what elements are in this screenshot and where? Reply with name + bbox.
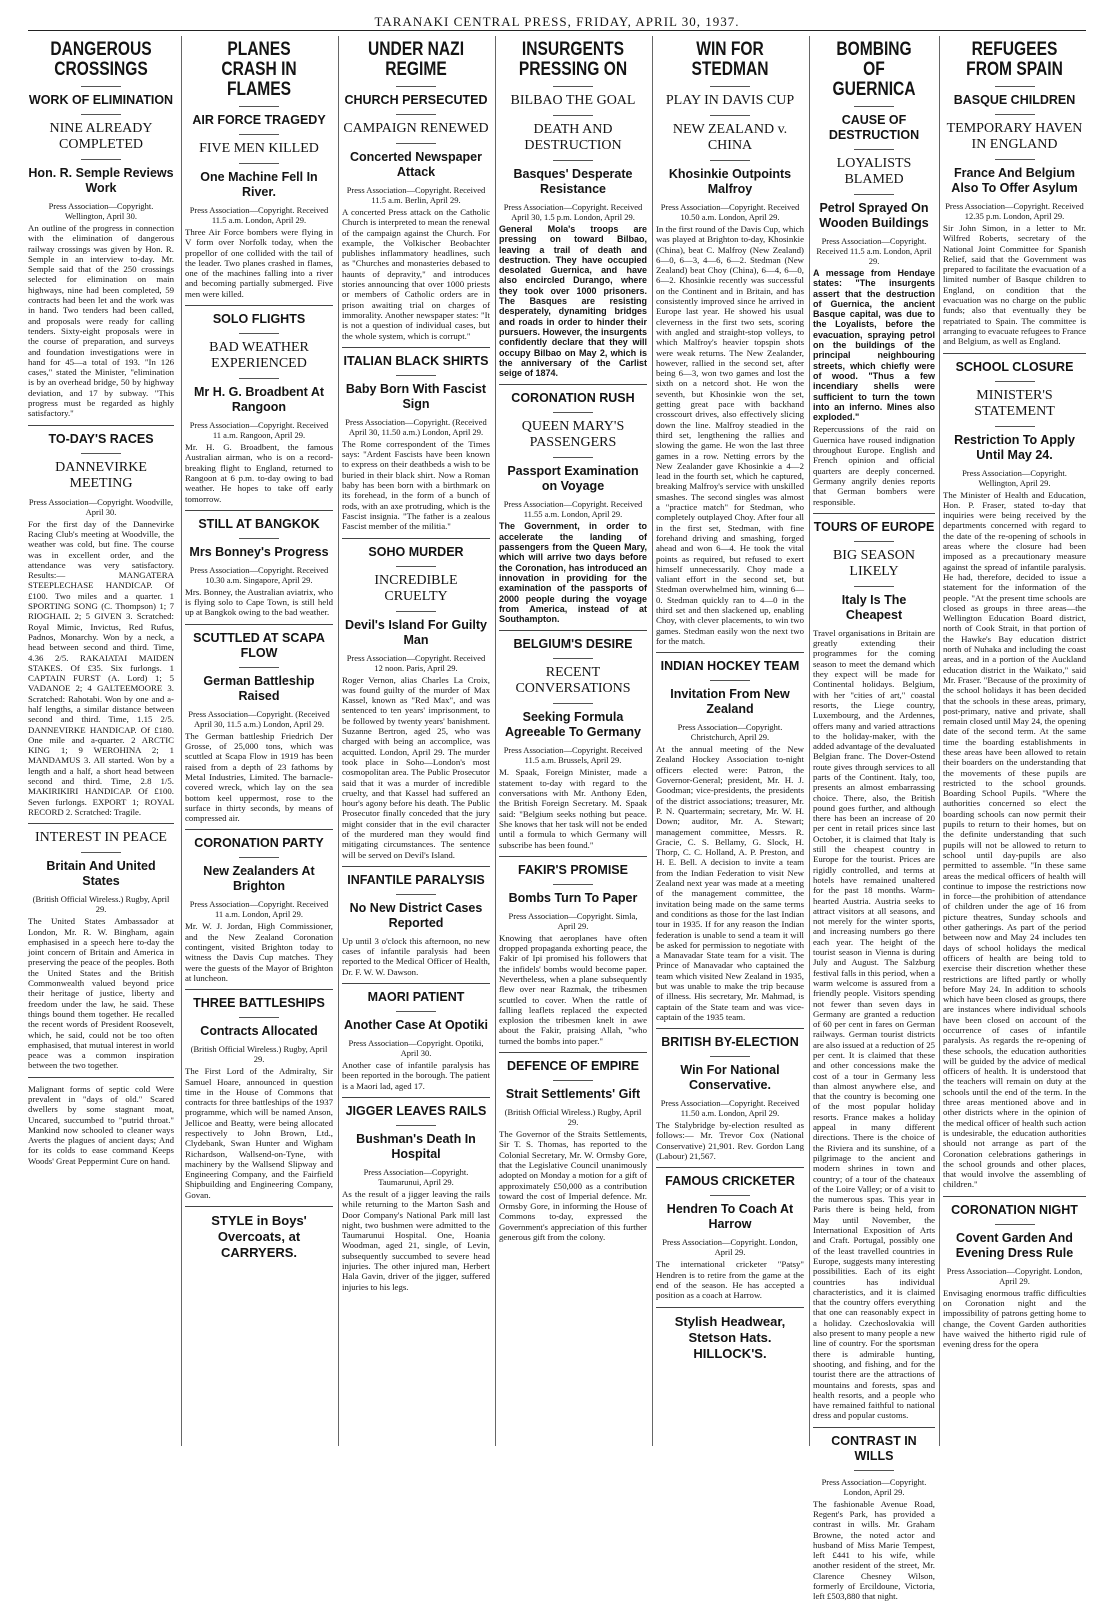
article-body: A concerted Press attack on the Catholic Church is interpreted to mean the renewal of the campaign against the Church. For example, the Volkischer Beobachter publishes inflammatory headlines, such as "Churches and monasteries debased to haunts of depravity," and introduces stories announcing that over 1000 priests or members of Catholic orders are in prison awaiting trial on charges of immorality. Another newspaper states: "It is not a question of individual cases, but the whole system, which is corrupt." — [342, 207, 490, 341]
article-body: In the first round of the Davis Cup, which was played at Brighton to-day, Khosinkie (China), beat C. Malfroy (New Zealand) 6—0, 6—3, 4—6, 6—2. Stedman (New Zealand) beat Choy (China), 6—4, 6—0, 6—2. Khosinkie recently was successful on the Continent and in Britain, and has consistently improved since he arrived in Europe last year. He showed his usual cleverness in the first two sets, scoring with angled and straight-stop volleys, to which Malfroy's heavier topspin shots were weak returns. The New Zealander, however, rallied in the second set, after being 6—3, won two games and lost the sixth on a netcord shot. He won the seventh, but Khosinkie won the set, getting great pace with backhand crosscourt drives, also effectively slicing down the line. Malfroy steadied in the third set, lengthening the rallies and slowing the game. He won the last three games in a row. Netting errors by the New Zealander gave Khosinkie a 4—2 lead in the fourth set, which he captured, breaking Malfroy's service with unskilled smashes. The second singles was almost a "practice match" for Stedman, who completely outplayed Choy. After four all in the first set, Stedman, with fine forehand driving and smashing, forged ahead and won 6—4. He took the vital points as required, but refused to exert himself unnecessarily. Choy made a valiant effort in the second set, but Stedman overwhelmed him, winning 6—0. Stedman quickly ran to 4—0 in the third set and then slackened up, enabling Choy, with clever placements, to win two games. Stedman easily won the next two for the match. — [656, 224, 804, 646]
article-body: The Stalybridge by-election resulted as follows:— Mr. Trevor Cox (National Conservative) 21,901. Rev. Gordon Lang (Labour) 21,567. — [656, 1120, 804, 1162]
masthead-rule — [28, 30, 1086, 31]
dateline: Press Association—Copyright. London, April 29. — [946, 1265, 1083, 1286]
headline: TO-DAY'S RACES — [48, 431, 154, 446]
article-lead: General Mola's troops are pressing on toward Bilbao, leaving a trail of death and destruction. They have occupied desolated Guernica, and have also encircled Durango, where they took over 1000 prisoners. The Basques are resisting desperately, dynamiting bridges and roads in order to hinder their pursuers. However, the insurgents confidently declare that they will occupy Bilbao on May 2, which is the anniversary of the Carlist seige of 1874. — [499, 224, 647, 379]
headline: SCHOOL CLOSURE — [955, 359, 1074, 374]
dateline: Press Association—Copyright. Received 11 a.m. Rangoon, April 29. — [189, 420, 329, 441]
article-body: For the first day of the Dannevirke Racing Club's meeting at Woodville, the weather was cold, but fine. The course was in excellent order, and the attendance was very satisfactory. Results:— MANGATERA STEEPLECHASE HANDICAP. Of £100. Two miles and a quarter. 1 SPORTING SONG (C. Thompson) 1; 7 RIOGHAIL 2; 5 GIVEN 3. Scratched: Royal Mimic, Invictus, Red Rufus, Padnos, Monarchy. Won by a neck, a head between second and third. Time, 4.36 2/5. RAKAIATAI MAIDEN STAKES. Of £35. Six furlongs. 1 CAPTAIN FURST (A. Lord) 1; 5 VADANOE 2; 4 GALTEEMOORE 3. Scratched: Rahotabi. Won by one and a-half lengths, a similar distance between second and third. Time, 1.15 2/5. DANNEVIRKE HANDICAP. Of £180. One mile and a-quarter. 2 ARCTIC KING 1; 9 WEROHINA 2; 1 MANDAMUS 3. All started. Won by a length and a half, a short head between second and third. Time, 2.8 1/5. MAKIRIKIRI HANDICAP. Of £100. Seven furlongs. EXPORT 1; ROYAL RECORD 2. Scratched: Tragile. — [28, 518, 174, 817]
headline: BOMBING OF GUERNICA — [832, 39, 916, 100]
article-body: Three Air Force bombers were flying in V form over Norfolk today, when the propellor of one collided with the tail of the leader. Two planes crashed in flames, one of the machines falling into a river and becoming partially submerged. Five men were killed. — [185, 227, 333, 299]
subhead: Petrol Sprayed On Wooden Buildings — [819, 201, 929, 230]
subhead: Mrs Bonney's Progress — [189, 544, 329, 559]
headline: UNDER NAZI REGIME — [367, 39, 465, 80]
headline: FAMOUS CRICKETER — [665, 1174, 795, 1189]
deck: FIVE MEN KILLED — [199, 141, 319, 156]
subhead: Passport Examination on Voyage — [507, 464, 639, 494]
deck: DANNEVIRKE MEETING — [55, 459, 147, 491]
subhead: Bushman's Death In Hospital — [356, 1131, 476, 1161]
advertisement: STYLE in Boys' Overcoats, at CARRYERS. — [211, 1213, 307, 1261]
dateline: Press Association—Copyright. London, April 29. — [662, 1237, 798, 1258]
column-1 — [28, 36, 174, 1446]
headline: INDIAN HOCKEY TEAM — [660, 659, 800, 674]
headline: ITALIAN BLACK SHIRTS — [343, 353, 489, 368]
deck: WORK OF ELIMINATION — [28, 93, 174, 107]
headline: DANGEROUS CROSSINGS — [50, 39, 152, 80]
article-body: The First Lord of the Admiralty, Sir Samuel Hoare, announced in question time in the House of Commons that contracts for three battleships of the 1937 programme, which will be named Anson, Jellicoe and Beatty, were being allocated respectively to John Brown, Ltd., Clydebank, Swan Hunter and Wigham Richardson, Wallsend-on-Tyne, with machinery by the Wallsend Slipway and Engineering Company, and the Fairfield Shipbuilding and Engineering Company, Govan. — [185, 1066, 333, 1200]
dateline: Press Association—Copyright. Christchurch, April 29. — [677, 722, 783, 743]
article-body: Knowing that aeroplanes have often dropped propaganda exhorting peace, the Fakir of Ipi promised his followers that the infidels' bombs would become paper. Nevertheless, when a plane subsequently flew over near Razmak, the tribesmen scuttled to cover. When the rattle of falling leaflets replaced the expected explosion the tribesmen knelt in awe about the Fakir, praising Allah, "who turned the bombs into paper." — [499, 932, 647, 1046]
subhead: Restriction To Apply Until May 24. — [954, 432, 1075, 462]
headline: STILL AT BANGKOK — [198, 516, 320, 531]
dateline: Press Association—Copyright. Wellington, April 30. — [48, 201, 154, 221]
article-body: As the result of a jigger leaving the rails while returning to the Marton Sash and Door Company's National Park mill last night, two bushmen were admitted to the Taumarunui Hospital. One, Hoania Woodman, aged 21, single, of Levin, subsequently succumbed to severe head injuries. The other injured man, Herbert Hala Gavin, driver of the jigger, suffered injuries to his legs. — [342, 1188, 490, 1292]
dateline: Press Association—Copyright. Taumarunui, April 29. — [363, 1166, 469, 1187]
deck: QUEEN MARY'S PASSENGERS — [521, 419, 625, 451]
column-rule — [495, 36, 496, 1446]
subhead: Devil's Island For Guilty Man — [345, 617, 487, 647]
article-body: Travel organisations in Britain are greatly extending their programmes for the coming season to meet the demand which they expect will be made for Continental holidays. Belgium, with her "cities of art," coastal resorts, the Liege country, Luxembourg, and the Ardennes, offers many and varied attractions to the holiday-maker, with the added advantage of the devaluated Belgian franc. The Dover-Ostend route gives through services to all parts of the Continent. Italy, too, presents an almost embarrassing choice. There, also, the British pound goes further, and although there has been an increase of 20 per cent in retail prices since last October, it is claimed that Italy is still the cheapest country in Europe for the tourist. Prices are rigidly controlled, and terms at hotels have remained unaltered for the past 18 months. Warm-hearted Austria. Austria seeks to attract visitors at all seasons, and not merely for the winter sports, and increasing numbers go there each year. The height of the tourist season in Vienna is during July and August. The Salzburg festival falls in this period, when a warm welcome is assured from a friendly people. Visitors spending not fewer than seven days in Germany are granted a reduction of 60 per cent in fares on German railways. German tourist districts are also issued at a reduction of 25 per cent. It is claimed that these and other concessions make the cost of a tour in Germany less than almost anywhere else, and that the country is becoming one of the most popular holiday resorts. France makes a holiday appeal in many different directions. There is the choice of the Riviera and its sunshine, of a pilgrimage to the ancient and modern shrines in town and country; of a tour of the chateaux of the Loire Valley; or of a visit to the numerous spas. This year in Paris there is being held, from May until November, the International Exposition of Arts and Craft. Portugal, possibly one of the least travelled countries in Europe, suggests many interesting possibilities. Each of its eight countries has individual characteristics, and it is claimed that the country offers everything that one can reasonably expect in a holiday. Czechoslovakia will also present to many people a new line of country. For the sportsman there is admirable hunting, shooting, and fishing, and for the tourist there are the attractions of mountains and forests, spas and health resorts, and a people who have remained faithful to national dress and popular customs. — [813, 627, 935, 1421]
subhead: German Battleship Raised — [203, 673, 315, 703]
dateline: (British Official Wireless.) Rugby, April 29. — [190, 1044, 328, 1065]
headline: BELGIUM'S DESIRE — [513, 637, 633, 652]
subhead: Basques' Desperate Resistance — [513, 167, 633, 196]
article-body: The German battleship Friedrich Der Grosse, of 25,000 tons, which was scuttled at Scapa Flow in 1919 has been raised from a depth of 23 fathoms by Metal Industries, Limited. The barnacle-covered wreck, which lay on the sea bottom keel uppermost, rose to the surface in thirty seconds, by means of compressed air. — [185, 730, 333, 824]
headline: CORONATION RUSH — [511, 391, 635, 406]
article-body: At the annual meeting of the New Zealand Hockey Association to-night officers elected were: Patron, the Governor-General; president, Mr. H. J. Goodman; vice-presidents, the presidents of the district associations; treasurer, Mr. P. N. Quartermain; secretary, Mr. W. H. Down; auditor, Mr. A. Stewart; management committee, Messrs. R. Gracie, C. S. Bellamy, G. Slock, H. Thorp, C. C. Holland, A. P. Preston, and H. E. Bell. A decision to invite a team from the Indian Federation to visit New Zealand next year was made at a meeting of the management committee, the invitation being made on the same terms and conditions as those for the last Indian tour in 1935. If for any reason the Indian federation is unable to send a team it will be asked for permission to negotiate with a Manavadar State team for a visit. The Prince of Manavadar who captained the team which visited New Zealand in 1935, but was unable to make the trip because of illness. His secretary, Mr. Mahmad, is captain of the State team and was vice-captain of the 1935 team. — [656, 744, 804, 1022]
deck: PLAY IN DAVIS CUP — [665, 93, 795, 108]
headline: SCUTTLED AT SCAPA FLOW — [193, 630, 325, 660]
deck: NEW ZEALAND v. CHINA — [672, 122, 788, 153]
deck: BAD WEATHER EXPERIENCED — [209, 340, 309, 372]
deck: AIR FORCE TRAGEDY — [192, 113, 326, 127]
subhead: Invitation From New Zealand — [670, 687, 790, 717]
article-body: The Minister of Health and Education, Hon. P. Fraser, stated to-day that inquiries were being received by the departments concerned with regard to the date of the re-opening of schools in areas where the closure had been imposed as a precautionary measure against the spread of infantile paralysis. He had, therefore, decided to issue a statement for the information of the people. "At the present time schools are closed as groups in three areas—the Wellington Education Board district, north of Cook Strait, in that portion of the Hawke's Bay education district north of Nuhaka and including the coast areas, and in a portion of the Auckland education district in the Waikato," said Mr. Fraser. "Because of the proximity of the school holidays it has been decided that the schools in these areas, primary, post-primary, native and private, shall remain closed until May 24, the opening date of the second term. At the same time the boarding establishments in these areas have been allowed to retain their boarders on the understanding that the movements of these pupils are restricted to the school grounds. Boarding School Pupils. "Where the authorities concerned so elect the boarding schools can now permit their pupils to return to their homes, but on the definite understanding that such pupils will not be allowed to return to school until day-pupils are also permitted to assemble. "In these same areas the medical officers of health will continue to impose the restrictions now in force—the prohibition of attendance of children under the age of 16 from picture theatres, Sunday schools and other gatherings. As part of the period between now and May 24 includes ten days of school holidays the medical officers of health are being told to exercise their discretion whether these restrictions are lifted partly or wholly before May 24. In addition to schools which have been closed as groups, there are instances where individual schools have been closed on account of the occurrence of cases of infantile paralysis. As regards the re-opening of these schools, the education authorities will be guided by the advice of medical officers of health. It is understood that the teachers will remain on duty at the schools until the end of the term. In the three areas mentioned above and in other districts where in the opinion of the medical officer of health such action is undesirable, the education authorities should not arrange as part of the Coronation celebrations gatherings in the school grounds and other places, that would involve the assembling of children." — [943, 489, 1086, 1190]
deck: CHURCH PERSECUTED — [344, 93, 488, 107]
dateline: Press Association—Copyright. (Received April 30, 11.50 a.m.) London, April 29. — [345, 416, 487, 437]
article-body: Mr. H. G. Broadbent, the famous Australian airman, who is on a record-breaking flight to England, returned to Rangoon at 6 p.m. to-day owing to bad weather. He hopes to take off early tomorrow. — [185, 442, 333, 504]
deck: BIG SEASON LIKELY — [832, 547, 916, 579]
article-body: M. Spaak, Foreign Minister, made a statement to-day with regard to the conversations with Mr. Anthony Eden, the British Foreign Secretary. M. Spaak said: "Belgium seeks nothing but peace. She knows that her task will not be ended until a formula to which Germany will subscribe has been found." — [499, 767, 647, 850]
deck: TEMPORARY HAVEN IN ENGLAND — [946, 121, 1083, 152]
deck: LOYALISTS BLAMED — [836, 156, 912, 187]
subhead: Contracts Allocated — [200, 1024, 318, 1039]
deck: BASQUE CHILDREN — [953, 93, 1076, 107]
article-body: Another case of infantile paralysis has been reported in the borough. The patient is a Maori lad, aged 17. — [342, 1060, 490, 1091]
dateline: Press Association—Copyright. Simla, April 29. — [508, 910, 638, 931]
article-body: The United States Ambassador at London, Mr. R. W. Bingham, again emphasised in a speech here to-day the joint concern of Britain and America in preserving the peace of the peoples. Both the United States and the British Commonwealth valued beyond price their heritage of justice, liberty and freedom under the law, he said. These things bound them together. He recalled the recent words of President Roosevelt, which, he said, could not be too often emphasised, that mutual interest in world peace was a common inspiration between the two together. — [28, 916, 174, 1071]
deck: CAUSE OF DESTRUCTION — [828, 113, 920, 142]
article-body: Mrs. Bonney, the Australian aviatrix, who is flying solo to Cape Town, is still held up at Bangkok owing to the bad weather. — [185, 586, 333, 618]
deck: RECENT CONVERSATIONS — [515, 665, 631, 697]
deck: MINISTER'S STATEMENT — [974, 387, 1055, 419]
subhead: Baby Born With Fascist Sign — [345, 381, 487, 411]
subhead: Mr H. G. Broadbent At Rangoon — [193, 385, 325, 415]
article-body: Sir John Simon, in a letter to Mr. Wilfred Roberts, secretary of the National Joint Committee for Spanish Relief, said that the Government was prepared to facilitate the evacuation of a limited number of Basque children to England, on condition that the evacuation was no charge on the public funds; also that eventually they be repatriated to Spain. The committee is arranging to evacuate refugees to France and Belgium, as well as England. — [943, 223, 1086, 347]
article-body: The Rome correspondent of the Times says: "Ardent Fascists have been known to express on their deathbeds a wish to be buried in their black shirt. Now a Roman baby has been born with a birthmark on its forehead, in the form of a bunch of rods, with an axe protruding, which is the Fascist insignia. "The father is a zealous Fascist member of the militia." — [342, 438, 490, 532]
dateline: Press Association—Copyright. Received 11.5 a.m. London, April 29. — [189, 205, 329, 225]
deck: NINE ALREADY COMPLETED — [49, 121, 153, 152]
article-body: Repercussions of the raid on Guernica have roused indignation throughout Europe. English and French opinion and official quarters are deeply concerned. Germany angrily denies reports that German bombers were responsible. — [813, 424, 935, 507]
dateline: Press Association—Copyright. Woodville, April 30. — [28, 496, 174, 517]
column-rule — [939, 36, 940, 1446]
dateline: (British Official Wireless.) Rugby, April 29. — [32, 894, 170, 915]
dateline: Press Association—Copyright. Received 12 noon. Paris, April 29. — [346, 652, 486, 673]
subhead: Hendren To Coach At Harrow — [666, 1202, 794, 1232]
headline: INFANTILE PARALYSIS — [347, 872, 485, 887]
article-body: Envisaging enormous traffic difficulties on Coronation night and the impossibility of patrons getting home to change, the Covent Garden authorities have waived the hitherto rigid rule of evening dress for the opera — [943, 1287, 1086, 1350]
deck: DEATH AND DESTRUCTION — [524, 122, 622, 153]
headline: TOURS OF EUROPE — [813, 519, 935, 534]
dateline: Press Association—Copyright. Received 11.5 a.m. London, April 29. — [816, 236, 932, 266]
headline: REFUGEES FROM SPAIN — [966, 39, 1063, 80]
subhead: Concerted Newspaper Attack — [350, 150, 482, 179]
column-6 — [813, 36, 935, 1602]
subhead: One Machine Fell In River. — [200, 170, 318, 199]
dateline: Press Association—Copyright. Received 11 a.m. London, April 29. — [189, 899, 329, 920]
headline: SOLO FLIGHTS — [212, 312, 306, 327]
headline: INSURGENTS PRESSING ON — [518, 39, 628, 80]
article-body: Roger Vernon, alias Charles La Croix, was found guilty of the murder of Max Kassel, known as "Red Max", and was sentenced to ten years' imprisonment, to be followed by twenty years' banishment. Suzanne Bertron, aged 25, who was charged with being an accomplice, was acquitted. London, April 29. The murder took place in Soho—London's most cosmopolitan area. The Public Prosecutor said that it was a murder of incredible cruelty, and that Kassel had suffered an hour's agony before his death. The Public Prosecutor finally conceded that the jury might consider that in the evil character of the murdered man they would find mitigating circumstances. The sentence will be served on Devil's Island. — [342, 674, 490, 860]
article-body: The Government, in order to accelerate the landing of passengers from the Queen Mary, which will arrive two days before the Coronation, has introduced an innovation in providing for the examination of the passports of 2000 people during the voyage from America, instead of at Southampton. — [499, 521, 647, 625]
headline: CONTRAST IN WILLS — [831, 1433, 917, 1463]
headline: JIGGER LEAVES RAILS — [345, 1103, 487, 1118]
advertisement: Malignant forms of septic cold Were prevalent in "days of old." Scared dwellers by some stagnant moat, Uncared, succumbed to "putrid throat." Mankind now schooled to cleaner ways Averts the plagues of ancient days; And for its colds to ease command Keeps Woods' Great Peppermint Cure on hand. — [28, 1083, 174, 1166]
headline: CORONATION NIGHT — [951, 1202, 1078, 1217]
subhead: France And Belgium Also To Offer Asylum — [951, 166, 1078, 195]
dateline: Press Association—Copyright. Received 11.5 a.m. Berlin, April 29. — [346, 185, 486, 205]
subhead: Italy Is The Cheapest — [841, 592, 907, 622]
deck: CAMPAIGN RENEWED — [343, 121, 489, 136]
dateline: Press Association—Copyright. Received 12.35 p.m. London, April 29. — [945, 201, 1084, 221]
subhead: Seeking Formula Agreeable To Germany — [505, 710, 641, 740]
column-5 — [656, 36, 804, 1446]
subhead: No New District Cases Reported — [349, 900, 483, 930]
dateline: Press Association—Copyright. Received April 30, 1.5 p.m. London, April 29. — [503, 202, 643, 222]
dateline: Press Association—Copyright. London, April 29. — [821, 1476, 927, 1497]
column-rule — [652, 36, 653, 1446]
column-rule — [338, 36, 339, 1446]
dateline: Press Association—Copyright. Opotiki, April 30. — [348, 1038, 484, 1059]
headline: MAORI PATIENT — [367, 990, 465, 1005]
dateline: Press Association—Copyright. Received 11.5 a.m. Brussels, April 29. — [503, 745, 643, 766]
subhead: Britain And United States — [46, 859, 156, 889]
headline: CORONATION PARTY — [194, 836, 324, 851]
column-3 — [342, 36, 490, 1446]
headline: FAKIR'S PROMISE — [518, 862, 628, 877]
column-rule — [809, 36, 810, 1446]
article-body: The fashionable Avenue Road, Regent's Park, has provided a contrast in wills. Mr. Graham Browne, the noted actor and husband of Miss Marie Tempest, left £441 to his wife, while another resident of the street, Mr. Clarence Chesney Wilson, formerly of Ercildoune, Victoria, left £503,880 that night. — [813, 1498, 935, 1602]
dateline: (British Official Wireless.) Rugby, April 29. — [504, 1107, 642, 1128]
subhead: Another Case At Opotiki — [344, 1018, 488, 1033]
article-body: Mr. W. J. Jordan, High Commissioner, and the New Zealand Coronation contingent, visited Brighton today to witness the Davis Cup matches. They were the guests of the Mayor of Brighton at luncheon. — [185, 921, 333, 983]
dateline: Press Association—Copyright. Received 10.30 a.m. Singapore, April 29. — [189, 564, 329, 585]
subhead: Bombs Turn To Paper — [508, 890, 638, 905]
headline: PLANES CRASH IN FLAMES — [221, 39, 297, 100]
advertisement: Stylish Headwear, Stetson Hats. HILLOCK'S. — [674, 1313, 786, 1361]
subhead: New Zealanders At Brighton — [203, 864, 315, 894]
headline: INTEREST IN PEACE — [35, 830, 167, 846]
headline: DEFENCE OF EMPIRE — [507, 1059, 639, 1074]
dateline: Press Association—Copyright. Received 11.55 a.m. London, April 29. — [503, 499, 643, 520]
article-body: The international cricketer "Patsy" Hendren is to retire from the game at the end of the season. He has accepted a position as a coach at Harrow. — [656, 1259, 804, 1301]
deck: INCREDIBLE CRUELTY — [374, 572, 458, 604]
subhead: Win For National Conservative. — [680, 1063, 780, 1093]
column-7 — [943, 36, 1086, 1446]
dateline: Press Association—Copyright. Received 10.50 a.m. London, April 29. — [660, 202, 800, 222]
headline: BRITISH BY-ELECTION — [661, 1035, 799, 1050]
headline: WIN FOR STEDMAN — [691, 39, 769, 80]
column-4 — [499, 36, 647, 1446]
article-body: An outline of the progress in connection with the elimination of dangerous railway crossings was given by Hon. R. Semple in an interview to-day. Mr. Semple said that of the 250 crossings selected for elimination on main highways, nine had been completed, 59 contracts had been let and the work was in hand. Two tenders had been called, and proposals were ready for calling tenders. Sixty-eight proposals were in the course of preparation, and surveys and foundation investigations were in hand for 45—a total of 193. "In 126 cases," stated the Minister, "elimination is by an overhead bridge, 50 by highway deviation, and 17 by subway. "This progress must be regarded as highly satisfactory." — [28, 223, 174, 419]
headline: THREE BATTLESHIPS — [193, 996, 325, 1011]
column-2 — [185, 36, 333, 1446]
subhead: Covent Garden And Evening Dress Rule — [955, 1230, 1074, 1260]
dateline: Press Association—Copyright. Received 11.50 a.m. London, April 29. — [660, 1098, 800, 1119]
column-rule — [181, 36, 182, 1446]
dateline: Press Association—Copyright. (Received April 30, 11.5 a.m.) London, April 29. — [188, 708, 330, 729]
dateline: Press Association—Copyright. Wellington, April 29. — [962, 467, 1067, 488]
masthead: TARANAKI CENTRAL PRESS, FRIDAY, APRIL 30, 1937. — [374, 14, 740, 29]
subhead: Khosinkie Outpoints Malfroy — [668, 167, 792, 196]
article-lead: A message from Hendaye states: "The insurgents assert that the destruction of Guernica, the ancient Basque capital, was due to the Loyalists, before the evacuation, spraying petrol on the buildings of the principal neighbouring streets, which chiefly were of wood. "Thus a few incendiary shells were sufficient to turn the town into an inferno. Mines also exploded." — [813, 268, 935, 423]
headline: SOHO MURDER — [368, 544, 464, 559]
subhead: Hon. R. Semple Reviews Work — [28, 166, 174, 195]
subhead: Strait Settlements' Gift — [505, 1087, 641, 1102]
article-body: Up until 3 o'clock this afternoon, no new cases of infantile paralysis had been reported to the Medical Officer of Health, Dr. F. W. W. Dawson. — [342, 935, 490, 977]
deck: BILBAO THE GOAL — [510, 93, 636, 108]
article-body: The Governor of the Straits Settlements, Sir T. S. Thomas, has reported to the Colonial Secretary, Mr. W. Ormsby Gore, that the Legislative Council unanimously adopted on Monday a motion for a gift of approximately £50,000 as a contribution toward the cost of Imperial defence. Mr. Ormsby Gore, in informing the House of Commons to-day, expressed the Government's appreciation of this further generous gift from the colony. — [499, 1129, 647, 1243]
